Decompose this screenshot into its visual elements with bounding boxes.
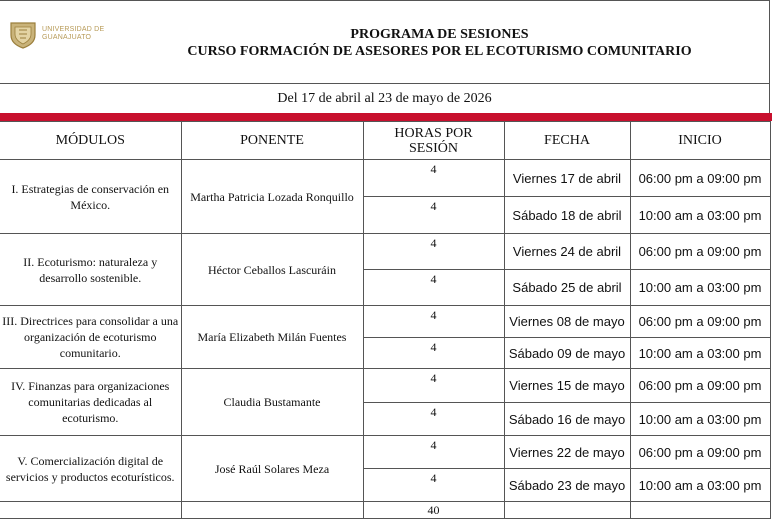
red-divider-bar [0, 113, 772, 121]
start-time-cell: 06:00 pm a 09:00 pm [630, 306, 770, 338]
logo-text [42, 26, 104, 42]
empty-cell [0, 502, 181, 519]
hours-cell: 4 [363, 270, 504, 306]
hours-cell: 4 [363, 234, 504, 270]
date-cell: Sábado 09 de mayo [504, 338, 630, 369]
hours-cell: 4 [363, 338, 504, 369]
date-cell: Viernes 17 de abril [504, 160, 630, 197]
document-header [0, 0, 770, 84]
speaker-cell: Martha Patricia Lozada Ronquillo [181, 160, 363, 234]
table-header-row [0, 122, 770, 160]
start-time-cell: 10:00 am a 03:00 pm [630, 197, 770, 234]
col-header-speaker: PONENTE [181, 122, 363, 160]
title-line-1: PROGRAMA DE SESIONES [350, 27, 529, 42]
start-time-cell: 10:00 am a 03:00 pm [630, 469, 770, 502]
date-cell: Viernes 15 de mayo [504, 369, 630, 403]
date-cell: Sábado 25 de abril [504, 270, 630, 306]
start-time-cell: 10:00 am a 03:00 pm [630, 270, 770, 306]
empty-cell [181, 502, 363, 519]
document-title [110, 26, 769, 60]
start-time-cell: 06:00 pm a 09:00 pm [630, 436, 770, 469]
start-time-cell: 10:00 am a 03:00 pm [630, 403, 770, 436]
speaker-cell: María Elizabeth Milán Fuentes [181, 306, 363, 369]
col-header-start: INICIO [630, 122, 770, 160]
table-row [0, 369, 770, 403]
date-range: Del 17 de abril al 23 de mayo de 2026 [0, 84, 770, 113]
date-cell: Sábado 16 de mayo [504, 403, 630, 436]
logo-text-line-2: GUANAJUATO [42, 34, 92, 41]
module-cell: I. Estrategias de conservación en México. [0, 160, 181, 234]
start-time-cell: 10:00 am a 03:00 pm [630, 338, 770, 369]
hours-cell: 4 [363, 436, 504, 469]
hours-cell: 4 [363, 469, 504, 502]
col-header-modules: MÓDULOS [0, 122, 181, 160]
table-row [0, 160, 770, 197]
title-line-2: CURSO FORMACIÓN DE ASESORES POR EL ECOTURISMO COMUNITARIO [187, 44, 692, 59]
date-cell: Viernes 24 de abril [504, 234, 630, 270]
table-row [0, 436, 770, 469]
hours-cell: 4 [363, 197, 504, 234]
module-cell: III. Directrices para consolidar a una organización de ecoturismo comunitario. [0, 306, 181, 369]
start-time-cell: 06:00 pm a 09:00 pm [630, 234, 770, 270]
hours-cell: 4 [363, 403, 504, 436]
date-cell: Sábado 18 de abril [504, 197, 630, 234]
start-time-cell: 06:00 pm a 09:00 pm [630, 160, 770, 197]
module-cell: V. Comercialización digital de servicios y productos ecoturísticos. [0, 436, 181, 502]
col-header-hours: HORAS POR SESIÓN [363, 122, 504, 160]
module-cell: II. Ecoturismo: naturaleza y desarrollo sostenible. [0, 234, 181, 306]
total-row [0, 502, 770, 519]
speaker-cell: José Raúl Solares Meza [181, 436, 363, 502]
logo-text-line-1: UNIVERSIDAD DE [42, 26, 105, 33]
empty-cell [504, 502, 630, 519]
hours-cell: 4 [363, 306, 504, 338]
start-time-cell: 06:00 pm a 09:00 pm [630, 369, 770, 403]
speaker-cell: Héctor Ceballos Lascuráin [181, 234, 363, 306]
table-row [0, 306, 770, 338]
date-cell: Sábado 23 de mayo [504, 469, 630, 502]
total-hours-cell: 40 [363, 502, 504, 519]
module-cell: IV. Finanzas para organizaciones comunitarias dedicadas al ecoturismo. [0, 369, 181, 436]
date-cell: Viernes 08 de mayo [504, 306, 630, 338]
table-row [0, 234, 770, 270]
date-cell: Viernes 22 de mayo [504, 436, 630, 469]
university-crest-icon [8, 19, 38, 49]
hours-cell: 4 [363, 160, 504, 197]
empty-cell [630, 502, 770, 519]
speaker-cell: Claudia Bustamante [181, 369, 363, 436]
col-header-date: FECHA [504, 122, 630, 160]
hours-cell: 4 [363, 369, 504, 403]
schedule-table [0, 121, 771, 519]
